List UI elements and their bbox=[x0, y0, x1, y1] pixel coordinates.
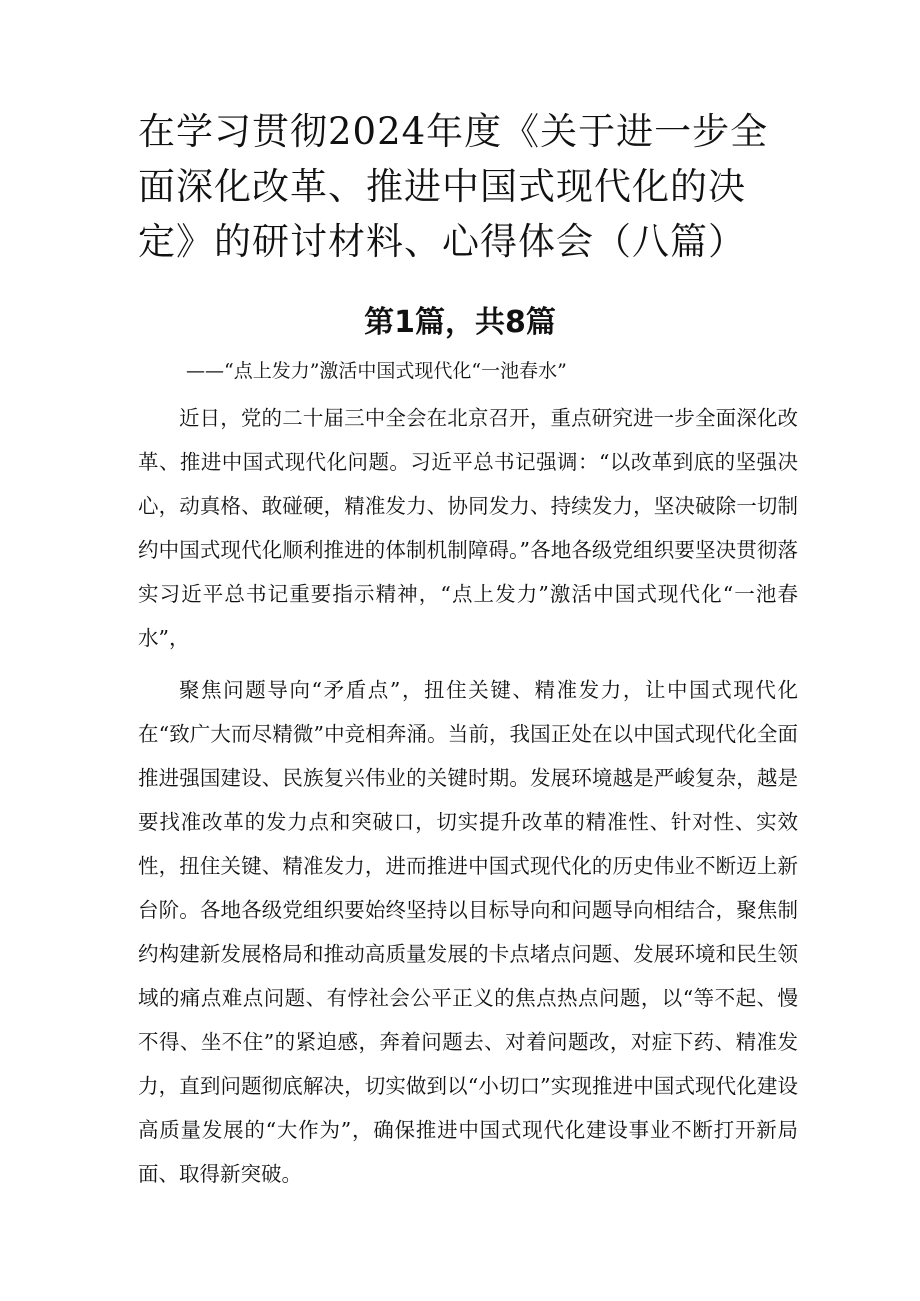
body-paragraph: 近日，党的二十届三中全会在北京召开，重点研究进一步全面深化改革、推进中国式现代化问题。习近平总书记强调：“以改革到底的坚强决心，动真格、敢碰硬，精准发力、协同发力、持续发力，坚决破除一切制约中国式现代化顺利推进的体制机制障碍。”各地各级党组织要坚决贯彻落实习近平总书记重要指示精神，“点上发力”激活中国式现代化“一池春水”， bbox=[138, 406, 798, 650]
part-heading: 第1篇，共8篇 bbox=[364, 305, 556, 340]
document-title: 在学习贯彻2024年度《关于进一步全面深化改革、推进中国式现代化的决定》的研讨材料、心得体会（八篇） bbox=[138, 110, 769, 263]
body-paragraph: 聚焦问题导向“矛盾点”，扭住关键、精准发力，让中国式现代化在“致广大而尽精微”中竞相奔涌。当前，我国正处在以中国式现代化全面推进强国建设、民族复兴伟业的关键时期。发展环境越是严峻复杂，越是要找准改革的发力点和突破口，切实提升改革的精准性、针对性、实效性，扭住关键、精准发力，进而推进中国式现代化的历史伟业不断迈上新台阶。各地各级党组织要始终坚持以目标导向和问题导向相结合，聚焦制约构建新发展格局和推动高质量发展的卡点堵点问题、发展环境和民生领域的痛点难点问题、有悖社会公平正义的焦点热点问题，以“等不起、慢不得、坐不住”的紧迫感，奔着问题去、对着问题改，对症下药、精准发力，直到问题彻底解决，切实做到以“小切口”实现推进中国式现代化建设高质量发展的“大作为”，确保推进中国式现代化建设事业不断打开新局面、取得新突破。 bbox=[138, 678, 798, 1186]
article-subtitle: ——“点上发力”激活中国式现代化“一池春水” bbox=[186, 360, 567, 382]
